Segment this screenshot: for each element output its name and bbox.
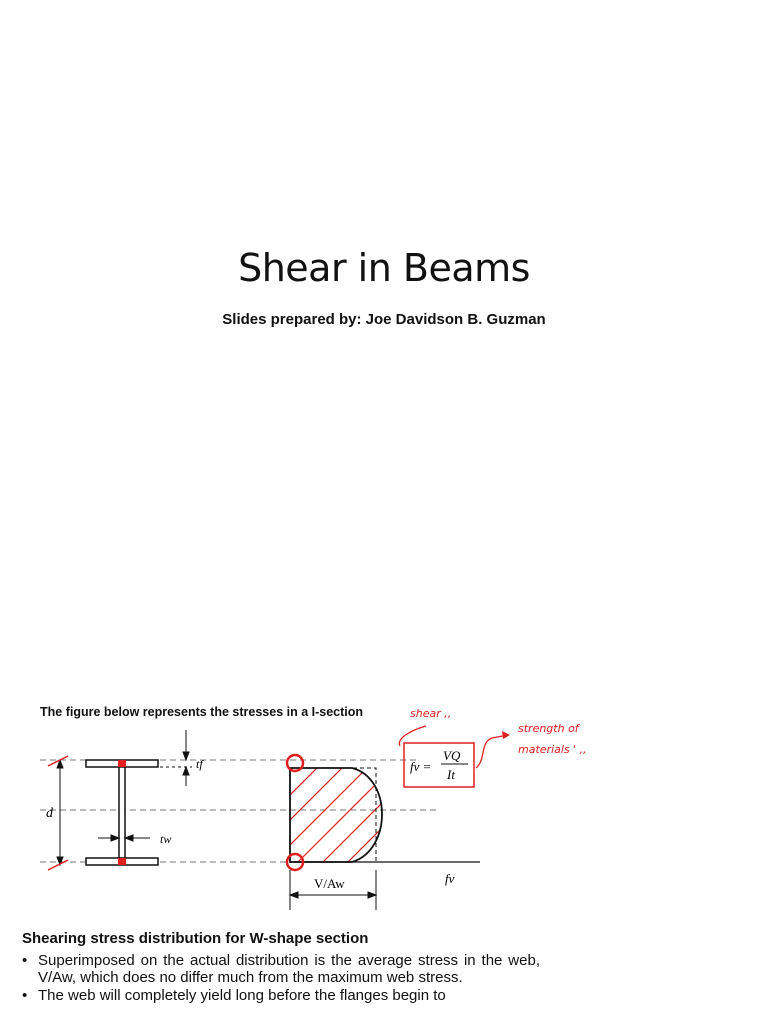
strength-annotation-line2: materials ' ,,: [518, 743, 587, 756]
strength-annotation-arrow: [476, 735, 508, 768]
tf-label: tf: [196, 757, 203, 771]
formula-denominator: It: [447, 767, 455, 782]
web: [119, 767, 125, 858]
formula-lhs: fv =: [410, 759, 432, 774]
stress-distribution-outline: [290, 768, 382, 862]
depth-dimension: [57, 760, 63, 865]
tw-label: tw: [160, 832, 172, 846]
d-label: d: [46, 806, 53, 821]
reference-lines: [40, 760, 440, 862]
figure-caption: The figure below represents the stresses in a I-section: [40, 705, 364, 719]
strength-annotation-line1: strength of: [518, 722, 579, 735]
slide-subtitle: Slides prepared by: Joe Davidson B. Guzman: [222, 311, 546, 328]
bullet-item: [22, 953, 540, 986]
shear-stress-figure: [0, 690, 768, 920]
slide-title: Shear in Beams: [238, 246, 530, 290]
bullet-icon: •: [22, 952, 28, 969]
bullet-text: Superimposed on the actual distribution is the average stress in the web, V/Aw, which does no differ much from the maximum web stress.: [38, 952, 540, 986]
top-web-junction-mark: [118, 760, 126, 767]
bullet-icon: •: [22, 987, 28, 1004]
strength-arrowhead: [502, 731, 510, 739]
v-over-aw-label: V/Aw: [314, 876, 345, 891]
i-section: [86, 760, 158, 865]
fv-label: fv: [445, 871, 455, 886]
bullet-list: [22, 953, 540, 1007]
formula-numerator: VQ: [443, 748, 461, 763]
bullet-item: [22, 988, 540, 1005]
stress-hatching: [250, 730, 430, 875]
flange-thickness-dimension: [160, 730, 192, 786]
bullet-text: The web will completely yield long before the flanges begin to: [38, 987, 446, 1004]
shear-annotation: shear ,,: [410, 707, 452, 720]
section-heading: Shearing stress distribution for W-shape section: [22, 930, 369, 947]
bottom-web-junction-mark: [118, 858, 126, 865]
